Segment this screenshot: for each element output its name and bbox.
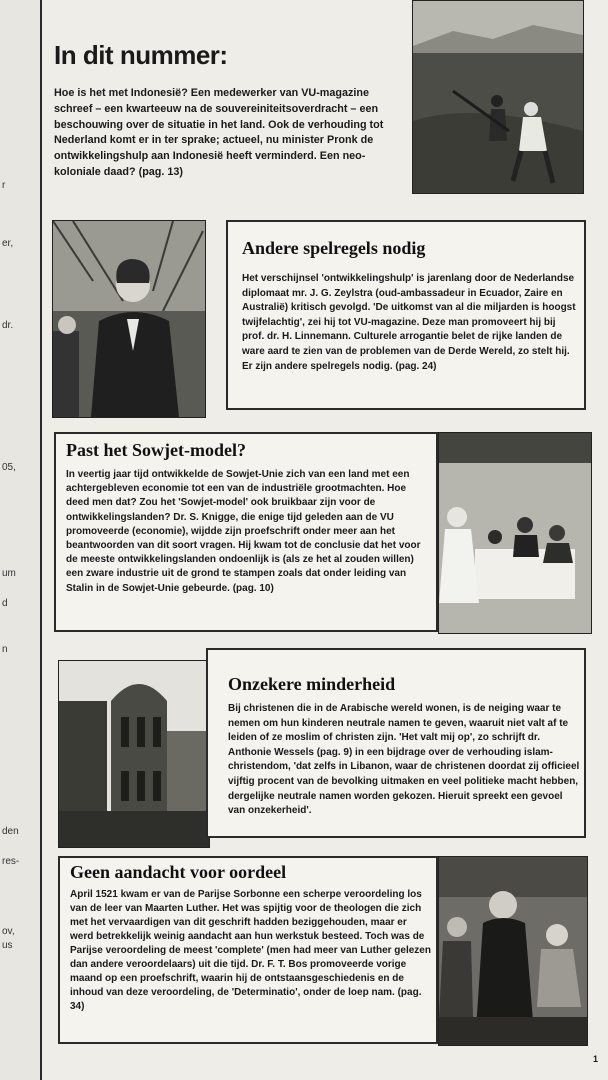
gutter-fragment: us xyxy=(2,940,13,951)
article-body: Bij christenen die in de Arabische wereld wonen, is de neiging waar te nemen om hun kinderen neutrale namen te geven, waaruit niet valt af te leiden of ze moslim of christen zijn. 'Het valt mij op', zo schrijft dr. Anthonie Wessels (pag. 9) in een bijdrage over de verhouding islam-christendom, 'dat zelfs in Libanon, waar de christenen doordat zij officieel vijftig procent van de bevolking uitmaken en veel politieke macht hebben, dergelijke neutrale namen worden gekozen. Hieruit spreekt een gevoel van onzekerheid'. xyxy=(228,703,580,817)
gutter-fragment: um xyxy=(2,568,16,579)
article-body: Het verschijnsel 'ontwikkelingshulp' is jarenlang door de Nederlandse diplomaat mr. J. G. Zeylstra (oud-ambassadeur in Ecuador, Zaire en Australië) kritisch gevolgd. 'De uitkomst van al die miljarden is hoogst twijfelachtig', zei hij tot VU-magazine. Deze man promoveert hij bij prof. dr. H. Linnemann. Culturele arrogantie belet de rijke landen de ware aard te zien van de problemen van de Derde Wereld, zo stelt hij. Er zijn andere spelregels nodig. (pag. 24) xyxy=(242,273,576,372)
article-sowjet-model xyxy=(54,432,438,632)
left-column-edge xyxy=(0,0,42,1080)
article-title: Andere spelregels nodig xyxy=(242,238,426,258)
gutter-fragment: d xyxy=(2,598,8,609)
gutter-fragment: r xyxy=(2,180,6,191)
page-number: 1 xyxy=(592,1054,598,1064)
article-title: Past het Sowjet-model? xyxy=(66,440,246,460)
article-title: Onzekere minderheid xyxy=(228,674,396,694)
church-tower-photo xyxy=(58,660,210,848)
gutter-fragment: dr. xyxy=(2,320,14,331)
farmers-field-photo xyxy=(412,0,584,194)
article-title: Geen aandacht voor oordeel xyxy=(70,862,287,882)
gutter-fragment: res- xyxy=(2,856,20,867)
article-body: In veertig jaar tijd ontwikkelde de Sowjet-Unie zich van een land met een achtergebleven economie tot een van de industriële grootmachten. Hoe deed men dat? Zou het 'Sowjet-model' ook bruikbaar zijn voor de ontwikkelingslanden? Dr. S. Knigge, die enige tijd geleden aan de VU promoveerde (economie), wijdde zijn proefschrift onder meer aan het beantwoorden van dit soort vragen. Hij kwam tot de conclusie dat het voor de meeste ontwikkelingslanden ondoenlijk is (als ze het al zouden willen) een zware industrie uit de grond te stampen zoals dat onder leiding van Stalin in de Sowjet-Unie gebeurde. (pag. 10) xyxy=(66,469,421,594)
gutter-fragment: den xyxy=(2,826,19,837)
article-onzekere-minderheid xyxy=(206,648,586,838)
picnic-photo xyxy=(438,432,592,634)
article-andere-spelregels xyxy=(226,220,586,410)
page-title: In dit nummer: xyxy=(54,40,228,70)
gutter-fragment: ov, xyxy=(2,926,15,937)
gutter-fragment: er, xyxy=(2,238,14,249)
article-geen-aandacht xyxy=(58,856,438,1044)
gutter-fragment: 05, xyxy=(2,462,16,473)
gutter-fragment: n xyxy=(2,644,8,655)
luther-painting-photo xyxy=(438,856,588,1046)
article-body: April 1521 kwam er van de Parijse Sorbonne een scherpe veroordeling los van de leer van Maarten Luther. Het was spijtig voor de theologen die zich met het vervaardigen van dit geschrift hadden beziggehouden, maar er werd betrekkelijk weinig aandacht aan hun werkstuk besteed. Toch was de Parijse veroordeling de meest 'complete' (men had meer van Luther gelezen dan andere veroordelaars) uit die tijd. Dr. F. T. Bos promoveerde vorige maand op een proefschrift, waarin hij de ontstaansgeschiedenis en de inhoud van deze veroordeling, de 'Determinatio', onder de loep nam. (pag. 34) xyxy=(70,889,431,1012)
intro-paragraph: Hoe is het met Indonesië? Een medewerker van VU-magazine schreef – een kwarteeuw na de souvereiniteitsoverdracht – een beschouwing over de situatie in het land. Ook de verhouding tot Nederland komt er in ter sprake; actueel, nu minister Pronk de ontwikkelingshulp aan Indonesië heeft verminderd. Een neo-koloniale daad? (pag. 13) xyxy=(54,87,384,178)
diplomat-portrait-photo xyxy=(52,220,206,418)
